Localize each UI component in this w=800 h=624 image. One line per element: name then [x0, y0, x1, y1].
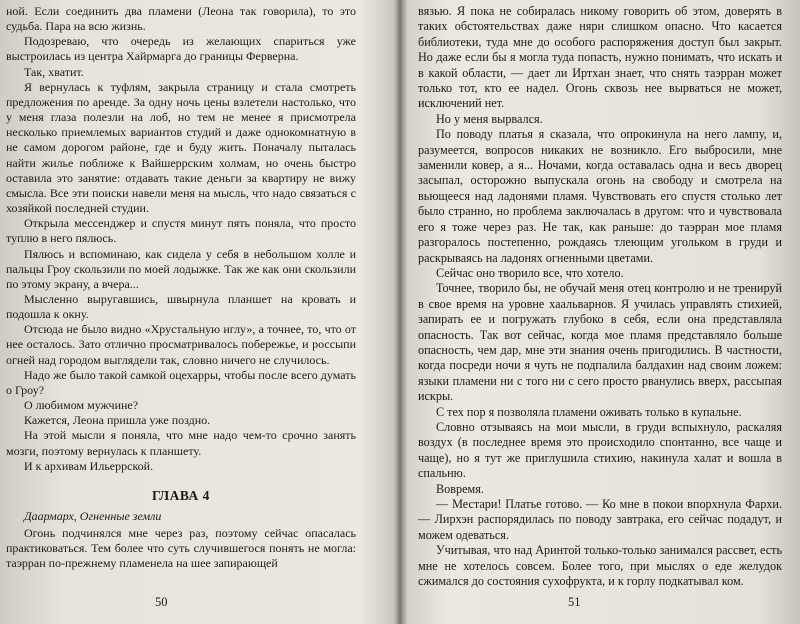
paragraph: С тех пор я позволяла пламени оживать только в купальне. [436, 404, 742, 419]
paragraph: Учитывая, что над Аринтой только-только занимался рассвет, есть мне не хотелось совсем. Более того, при мыслях о еде желудок сжимался до состояния сухофрукта, и к горлу подкатывал ком. [418, 543, 782, 589]
paragraph: По поводу платья я сказала, что опрокинула на него лампу, и, разумеется, вопросов никаких не возникло. Его выбросили, мне заменили ковер, а я... Ночами, когда оставалась одна и весь дворец засыпал, осторожно выпускала огонь на свободу и смотрела на вьющееся над ладонями пламя. Чувствовать его спустя столько лет было странно, но проблема заключалась в другом: что и чувствовала его я тоже через раз. Не так, как раньше: до таэрран мое пламя разгоралось постепенно, рождаясь тлеющим угольком в груди и раскрываясь на ладонях огненными цветами. [418, 127, 782, 265]
paragraph: О любимом мужчине? [24, 398, 139, 413]
paragraph: Отсюда не было видно «Хрустальную иглу», а точнее, то, что от нее осталось. Зато отлично просматривалось побережье, и россыпи огней над городом выглядели так, словно ничего не случилось. [6, 322, 356, 367]
paragraph: Надо же было такой самкой оцехарры, чтобы после всего думать о Гроу? [6, 367, 356, 397]
paragraph: вязью. Я пока не собиралась никому говорить об этом, доверять в таких обстоятельствах даже няри слишком опасно. Что касается библиотеки, туда мне до особого распоряжения доступ был закрыт. Но даже если бы я могла туда попасть, нужно понимать, что искать и в какой области, — дает ли Иртхан знает, что снять таэрран может только тот, кто ее надел. Огонь сквозь нее вырваться не может, исключений нет. [418, 4, 782, 111]
paragraph: Подозреваю, что очередь из желающих спариться уже выстроилась из центра Хайрмарга до границы Ферверна. [6, 34, 356, 64]
right-page [404, 0, 800, 624]
paragraph: На этой мысли я поняла, что мне надо чем-то срочно занять мозги, поэтому вернулась к планшету. [6, 428, 356, 458]
page-number: 50 [155, 595, 168, 609]
paragraph: Мысленно выругавшись, швырнула планшет на кровать и подошла к окну. [6, 291, 356, 322]
paragraph: И к архивам Ильеррской. [24, 458, 154, 473]
paragraph: Пялюсь и вспоминаю, как сидела у себя в небольшом холле и пальцы Гроу скользили по моей лодыжке. Так же как они скользили по этому экрану, а вчера... [6, 246, 356, 291]
paragraph: Я вернулась к туфлям, закрыла страницу и стала смотреть предложения по аренде. За одну ночь цены взлетели настолько, что у меня глаза полезли на лоб, но тем не менее я присмотрела несколько приемлемых вариантов студий и даже однокомнатную в не самом дорогом районе, где и буду жить. Поначалу пыталась найти жилье поближе к Вайшеррским холмам, но очень быстро оставила это занятие: отдавать такие деньги за квартиру не вижу смысла. Все эти поиски навели меня на мысль, что надо связаться с хозяйкой последней студии. [6, 79, 356, 216]
paragraph: ной. Если соединить два пламени (Леона так говорила), то это судьба. Пара на всю жизнь. [6, 4, 356, 34]
page-number: 51 [568, 595, 581, 609]
paragraph: Кажется, Леона пришла уже поздно. [24, 413, 211, 428]
right-page-text [418, 4, 782, 589]
paragraph: Точнее, творило бы, не обучай меня отец контролю и не тренируй в свое время на уровне хаальварнов. Я училась управлять стихией, запирать ее и погружать глубоко в себя, если она представляла опасность. Так вот сейчас, когда мое пламя представляло больше опасность, чем дар, мне эти знания очень пригодились. В частности, когда посреди ночи я чуть не подпалила балдахин над своим ложем: языки пламени ни с того ни с сего просто рванулись вверх, рассыпая искры. [418, 281, 782, 404]
chapter-title: ГЛАВА 4 [152, 487, 210, 503]
paragraph: Огонь подчинялся мне через раз, поэтому сейчас опасалась практиковаться. Тем более что суть случившегося понять не могла: таэрран по-прежнему пламенела на шее запирающей [6, 526, 356, 571]
paragraph: Сейчас оно творило все, что хотело. [436, 265, 624, 280]
paragraph: Так, хватит. [24, 64, 84, 79]
paragraph: Вовремя. [436, 481, 484, 496]
paragraph: Но у меня вырвался. [436, 111, 543, 126]
chapter-subtitle: Даармарх, Огненные земли [24, 509, 162, 523]
paragraph: — Местари! Платье готово. — Ко мне в покои впорхнула Фархи. — Лирхэн распорядилась по поводу завтрака, его сейчас подадут, и можем одеваться. [418, 497, 782, 542]
left-page-text [6, 4, 356, 572]
paragraph: Открыла мессенджер и спустя минут пять поняла, что просто туплю в него пялюсь. [6, 216, 356, 246]
left-page [0, 0, 396, 624]
paragraph: Словно отзываясь на мои мысли, в груди вспыхнуло, раскаляя воздух (в последнее время это происходило спонтанно, все чаще и чаще), но я тут же приглушила стихию, накинула халат и вошла в спальню. [418, 419, 782, 481]
